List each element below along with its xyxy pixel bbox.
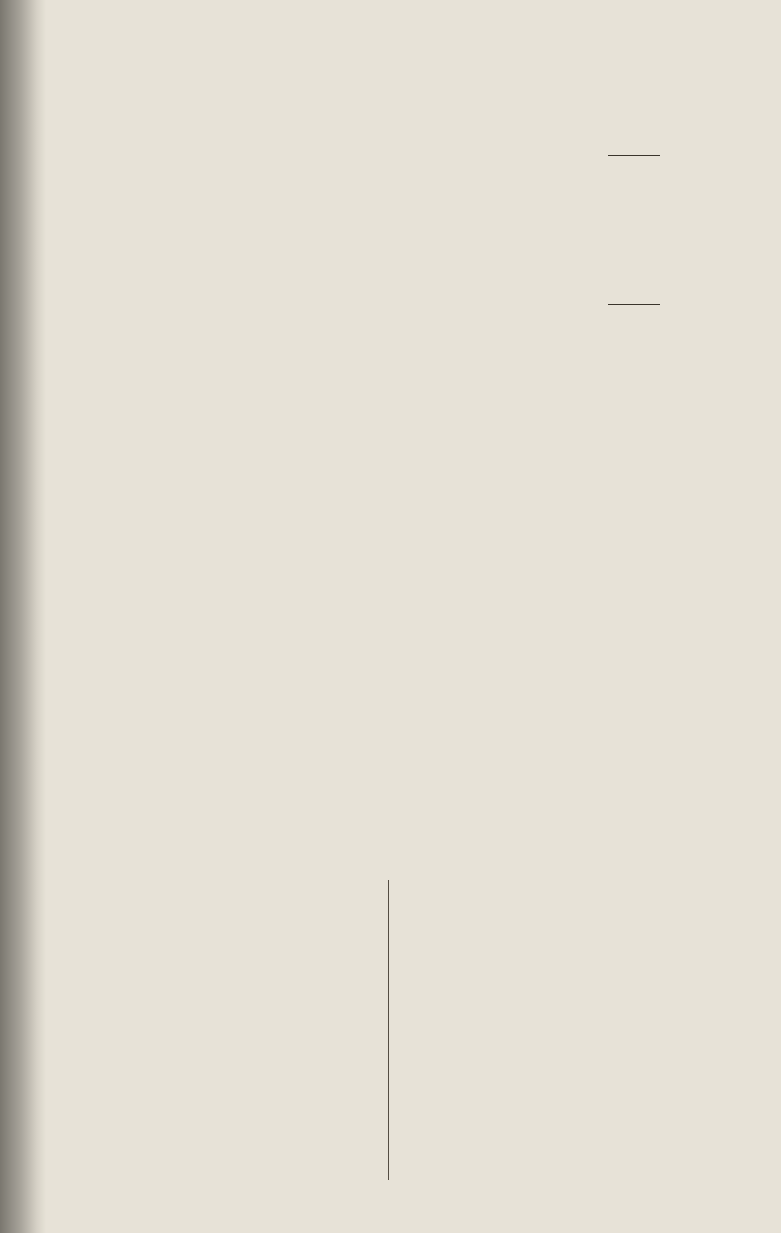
page-gutter-shadow: [0, 0, 46, 1233]
editors-note-heading-box: [608, 155, 660, 305]
colophon-divider: [388, 880, 389, 1180]
